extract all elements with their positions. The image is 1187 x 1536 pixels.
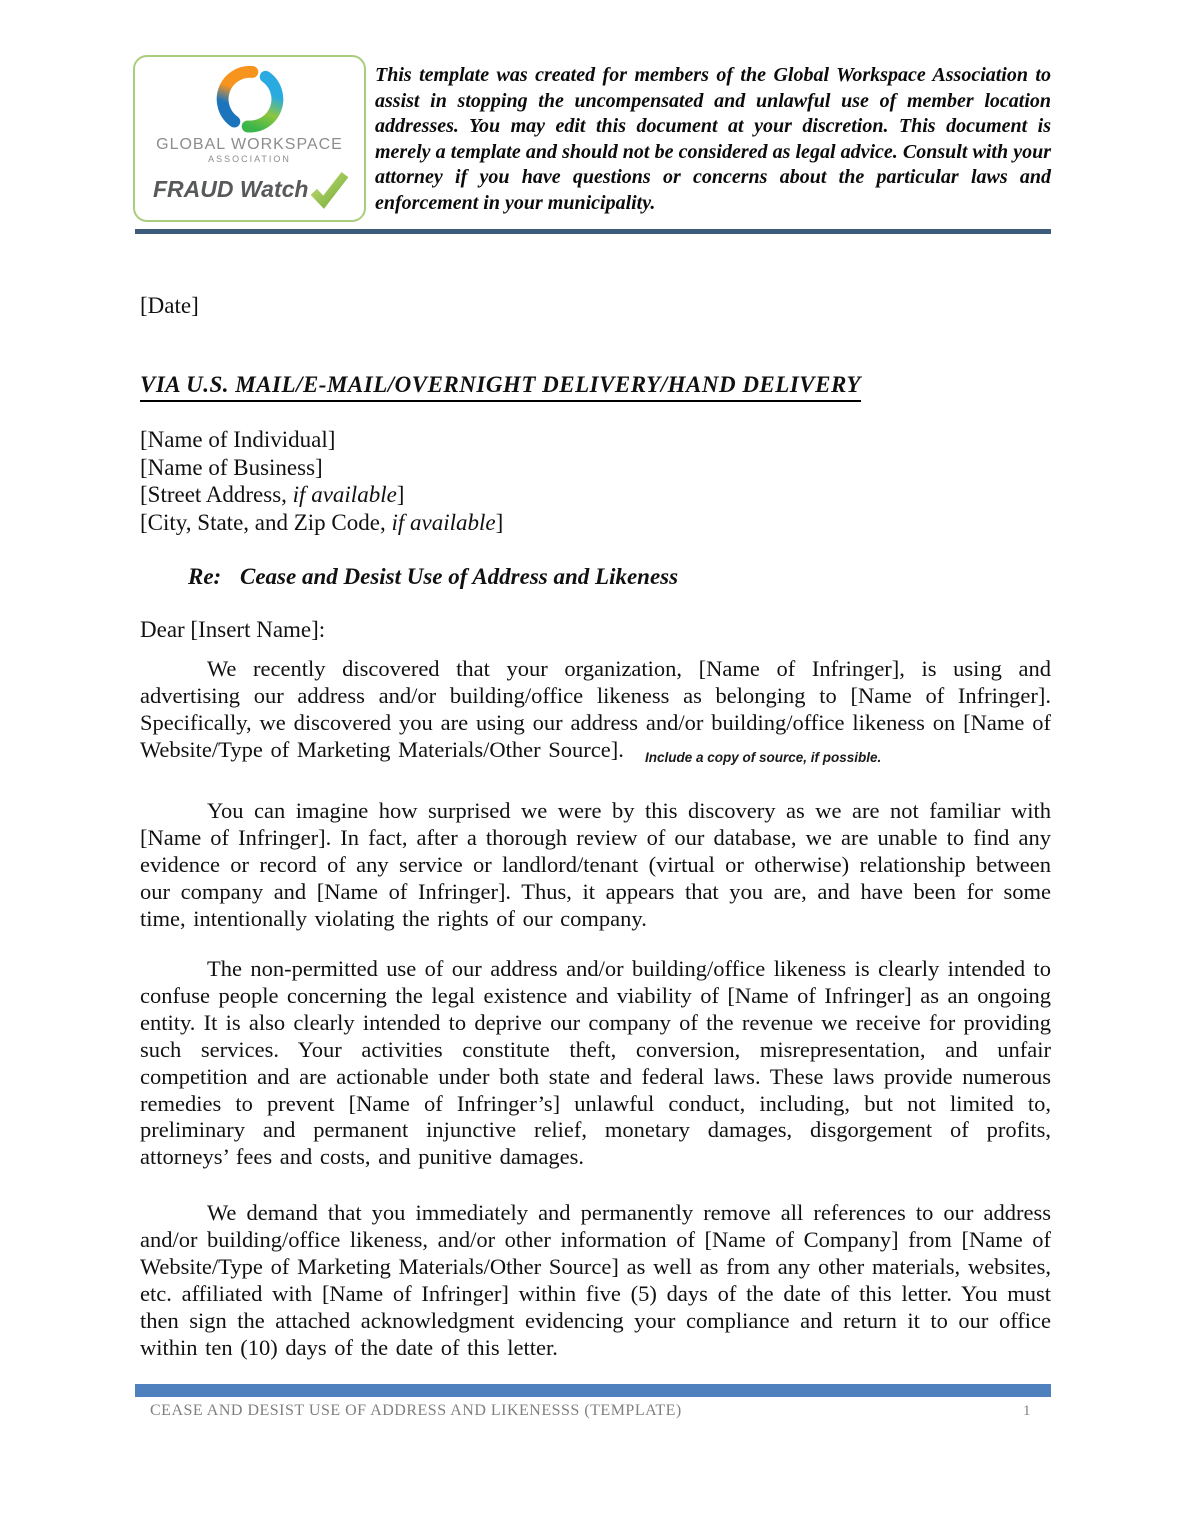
body-paragraph-2: You can imagine how surprised we were by this discovery as we are not familiar with [Name of Infringer]. In fact, after a thorough review of our database, we are unable to find any evidence or record of any service or landlord/tenant (virtual or otherwise) relationship between our company and [Name of Infringer]. Thus, it appears that you are, and have been for some time, intentionally violating the rights of our company. xyxy=(140,798,1051,931)
template-disclaimer-text: This template was created for members of the Global Workspace Association to assist in stopping the uncompensated and unlawful use of member location addresses. You may edit this document at your discretion. This document is merely a template and should not be considered as legal advice. Consult with your attorney if you have questions or concerns about the particular laws and enforcement in your municipality. xyxy=(375,64,1051,214)
recipient-name-line: [Name of Individual] xyxy=(140,427,336,452)
checkmark-icon xyxy=(308,167,350,211)
recipient-address-block xyxy=(140,426,503,536)
recipient-city-line: [City, State, and Zip Code, if available] xyxy=(140,509,504,535)
recipient-business-line: [Name of Business] xyxy=(140,454,323,480)
re-label: Re: xyxy=(188,564,222,589)
footer-document-title: CEASE AND DESIST USE OF ADDRESS AND LIKENESSS (TEMPLATE) xyxy=(150,1402,682,1419)
body-paragraph-1: We recently discovered that your organization, [Name of Infringer], is using and advertising our address and/or building/office likeness as belonging to [Name of Infringer]. Specifically, we discovered you are using our address and/or building/office likeness on [Name of Website/Type of Marketing Materials/Other Source]. xyxy=(140,656,1051,762)
org-name: GLOBAL WORKSPACE xyxy=(156,136,343,153)
header-divider-rule xyxy=(135,229,1051,234)
recipient-street-line: [Street Address, if available] xyxy=(140,482,405,507)
body-paragraph-3: The non-permitted use of our address and/or building/office likeness is clearly intended to confuse people concerning the legal existence and viability of [Name of Infringer] as an ongoing entity. It is also clearly intended to deprive our company of the revenue we receive for providing such services. Your activities constitute theft, conversion, misrepresentation, and unfair competition and are actionable under both state and federal laws. These laws provide numerous remedies to prevent [Name of Infringer’s] unlawful conduct, including, but not limited to, preliminary and permanent injunctive relief, monetary damages, disgorgement of profits, attorneys’ fees and costs, and punitive damages. xyxy=(140,956,1051,1170)
footer-page-number: 1 xyxy=(1023,1403,1031,1419)
fraud-watch-logo-box xyxy=(133,55,366,222)
salutation: Dear [Insert Name]: xyxy=(140,617,326,642)
body-paragraph-4: We demand that you immediately and permanently remove all references to our address and/or building/office likeness, and/or other information of [Name of Company] from [Name of Website/Type of Marketing Materials/Other Source] as well as from any other materials, websites, etc. affiliated with [Name of Infringer] within five (5) days of the date of this letter. You must then sign the attached acknowledgment evidencing your compliance and return it to our office within ten (10) days of the date of this letter. xyxy=(140,1200,1051,1360)
global-workspace-swoosh-icon xyxy=(203,60,297,142)
org-name-subline: ASSOCIATION xyxy=(208,154,291,164)
delivery-method-heading: VIA U.S. MAIL/E-MAIL/OVERNIGHT DELIVERY/HAND DELIVERY xyxy=(140,372,861,402)
footer xyxy=(150,1402,1031,1420)
fraud-watch-row xyxy=(135,164,364,211)
re-subject-line xyxy=(188,564,678,590)
re-subject: Cease and Desist Use of Address and Likeness xyxy=(240,564,679,589)
fraud-watch-label: FRAUD Watch xyxy=(153,175,309,202)
date-placeholder: [Date] xyxy=(140,293,199,318)
source-note: Include a copy of source, if possible. xyxy=(645,750,882,765)
footer-divider-bar xyxy=(135,1384,1051,1397)
